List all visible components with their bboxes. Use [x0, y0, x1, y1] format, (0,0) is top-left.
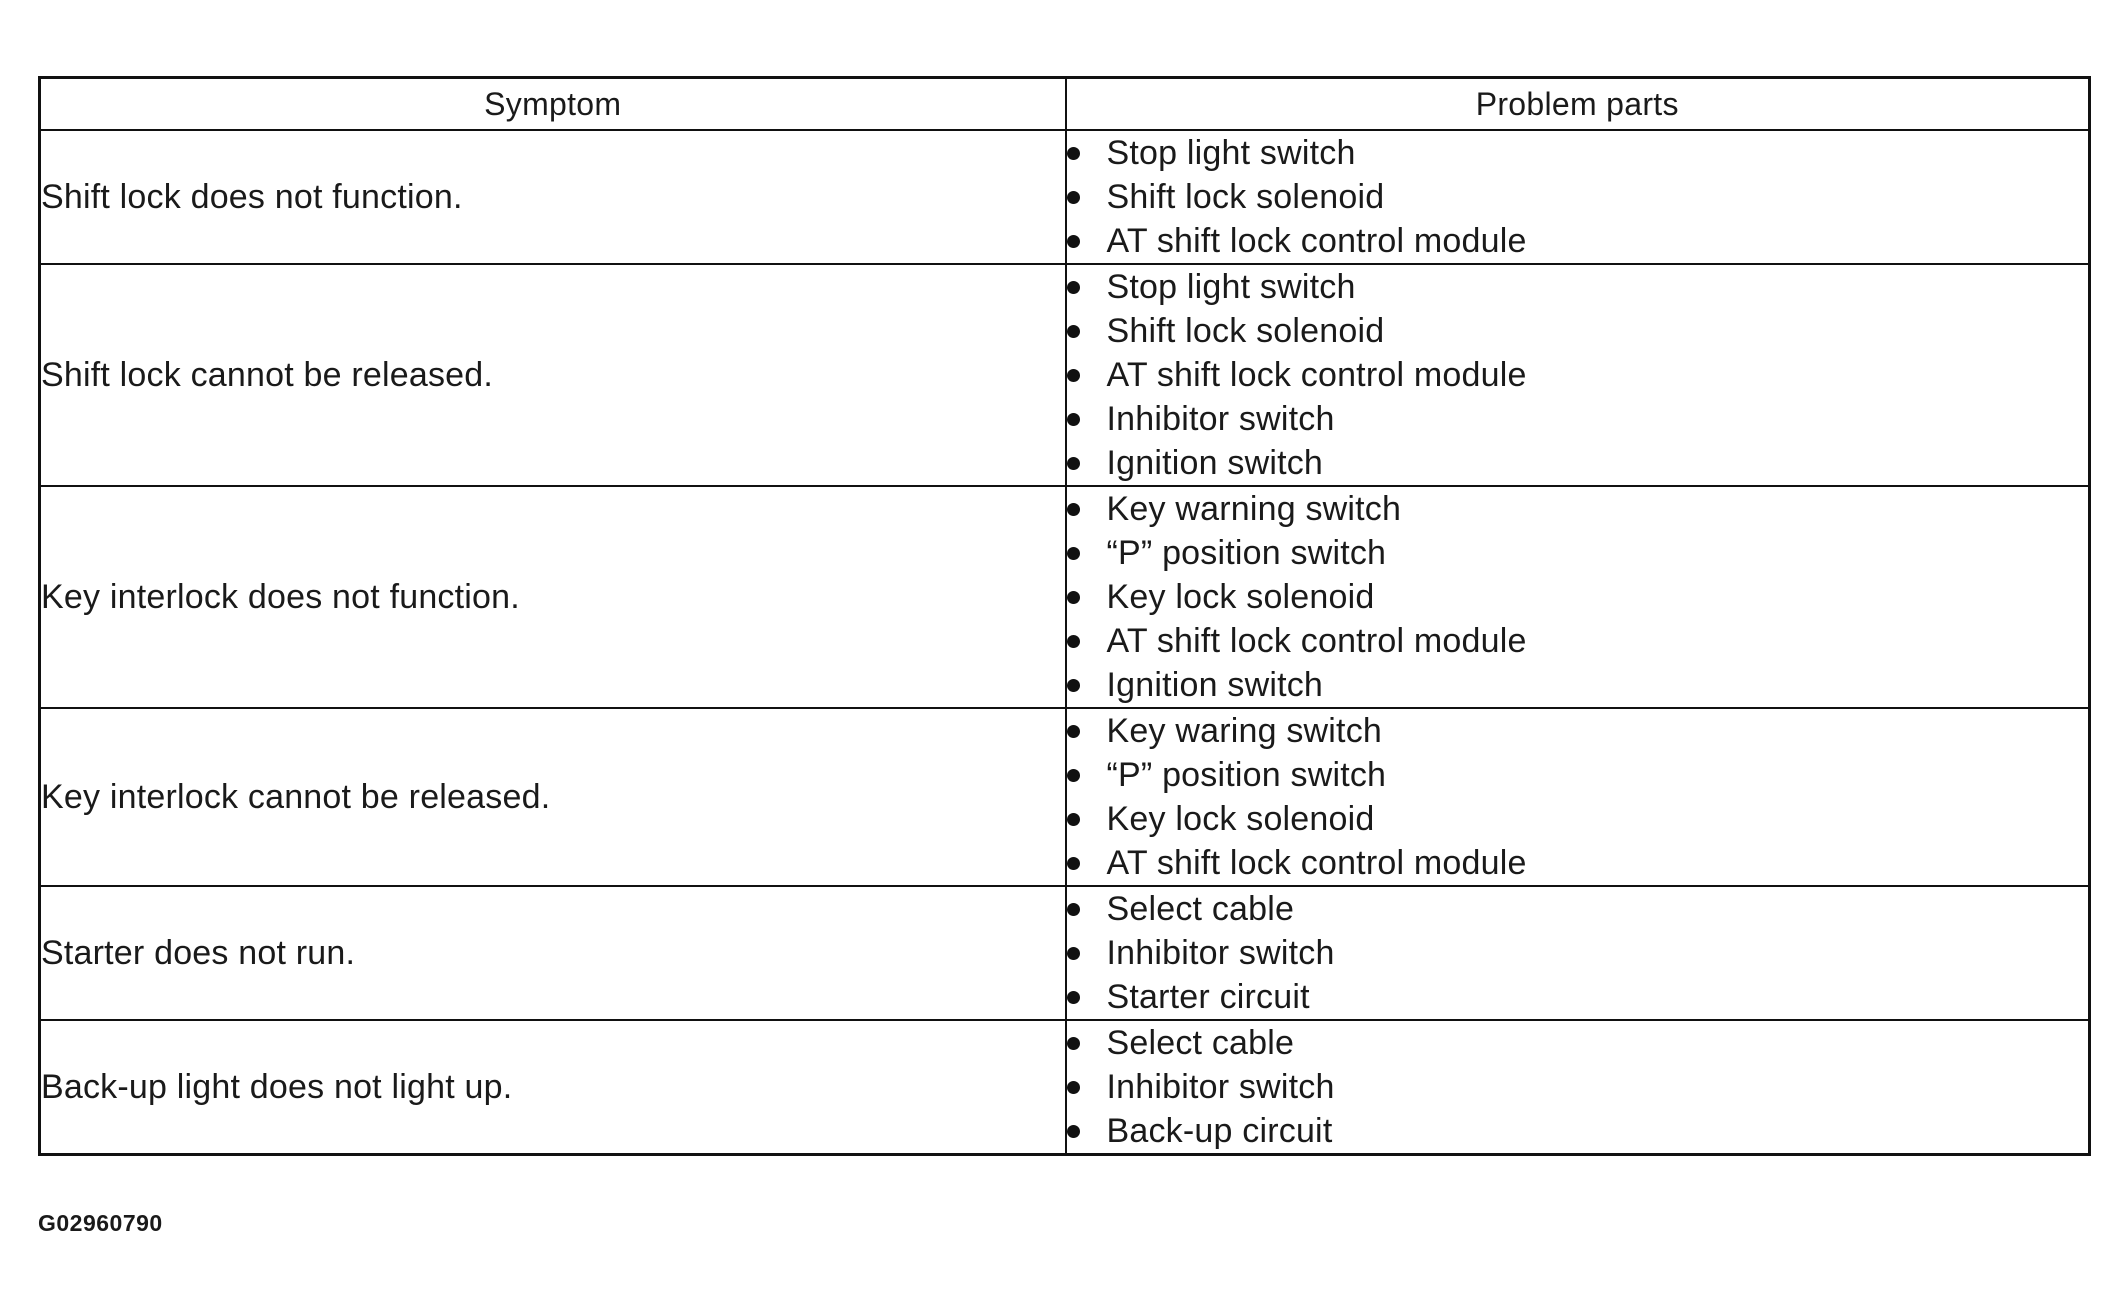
part-label: Inhibitor switch	[1106, 1068, 1335, 1106]
bullet-icon	[1067, 947, 1080, 960]
part-label: Ignition switch	[1106, 444, 1324, 482]
bullet-icon	[1067, 1037, 1080, 1050]
list-item	[1067, 265, 2089, 309]
list-item	[1067, 709, 2089, 753]
bullet-icon	[1067, 1081, 1080, 1094]
bullet-icon	[1067, 991, 1080, 1004]
bullet-icon	[1067, 413, 1080, 426]
part-label: Shift lock solenoid	[1106, 312, 1385, 350]
part-label: AT shift lock control module	[1106, 844, 1527, 882]
table-row	[40, 264, 2090, 486]
list-item	[1067, 931, 2089, 975]
list-item	[1067, 175, 2089, 219]
problem-parts-cell	[1066, 1020, 2090, 1155]
part-label: Key warning switch	[1106, 490, 1402, 528]
part-label: Key lock solenoid	[1106, 578, 1375, 616]
list-item	[1067, 753, 2089, 797]
problem-parts-list	[1067, 887, 2089, 1019]
list-item	[1067, 975, 2089, 1019]
table-row	[40, 1020, 2090, 1155]
bullet-icon	[1067, 857, 1080, 870]
list-item	[1067, 441, 2089, 485]
bullet-icon	[1067, 191, 1080, 204]
part-label: Select cable	[1106, 890, 1295, 928]
list-item	[1067, 1021, 2089, 1065]
figure-id: G02960790	[38, 1210, 163, 1236]
problem-parts-cell	[1066, 130, 2090, 264]
symptom-cell: Shift lock does not function.	[40, 130, 1066, 264]
list-item	[1067, 619, 2089, 663]
part-label: Stop light switch	[1106, 134, 1356, 172]
bullet-icon	[1067, 503, 1080, 516]
symptom-cell: Shift lock cannot be released.	[40, 264, 1066, 486]
part-label: Key lock solenoid	[1106, 800, 1375, 838]
part-label: “P” position switch	[1106, 756, 1387, 794]
bullet-icon	[1067, 679, 1080, 692]
part-label: Back-up circuit	[1106, 1112, 1333, 1150]
problem-parts-cell	[1066, 886, 2090, 1020]
bullet-icon	[1067, 235, 1080, 248]
list-item	[1067, 353, 2089, 397]
part-label: AT shift lock control module	[1106, 222, 1527, 260]
header-row	[40, 78, 2090, 131]
problem-parts-cell	[1066, 486, 2090, 708]
bullet-icon	[1067, 813, 1080, 826]
problem-parts-cell	[1066, 264, 2090, 486]
bullet-icon	[1067, 769, 1080, 782]
list-item	[1067, 841, 2089, 885]
part-label: AT shift lock control module	[1106, 356, 1527, 394]
symptom-cell: Key interlock does not function.	[40, 486, 1066, 708]
bullet-icon	[1067, 369, 1080, 382]
part-label: “P” position switch	[1106, 534, 1387, 572]
list-item	[1067, 575, 2089, 619]
bullet-icon	[1067, 325, 1080, 338]
part-label: Inhibitor switch	[1106, 934, 1335, 972]
symptom-cell: Back-up light does not light up.	[40, 1020, 1066, 1155]
problem-parts-list	[1067, 265, 2089, 485]
table-row	[40, 130, 2090, 264]
table-row	[40, 708, 2090, 886]
symptom-problem-parts-table	[38, 76, 2091, 1156]
part-label: Stop light switch	[1106, 268, 1356, 306]
part-label: AT shift lock control module	[1106, 622, 1527, 660]
list-item	[1067, 219, 2089, 263]
bullet-icon	[1067, 457, 1080, 470]
list-item	[1067, 797, 2089, 841]
bullet-icon	[1067, 635, 1080, 648]
part-label: Key waring switch	[1106, 712, 1382, 750]
part-label: Shift lock solenoid	[1106, 178, 1385, 216]
list-item	[1067, 397, 2089, 441]
problem-parts-column-header: Problem parts	[1066, 78, 2090, 131]
list-item	[1067, 1065, 2089, 1109]
problem-parts-list	[1067, 131, 2089, 263]
table-row	[40, 486, 2090, 708]
bullet-icon	[1067, 281, 1080, 294]
part-label: Inhibitor switch	[1106, 400, 1335, 438]
part-label: Ignition switch	[1106, 666, 1324, 704]
list-item	[1067, 487, 2089, 531]
bullet-icon	[1067, 591, 1080, 604]
bullet-icon	[1067, 903, 1080, 916]
bullet-icon	[1067, 1125, 1080, 1138]
bullet-icon	[1067, 547, 1080, 560]
list-item	[1067, 531, 2089, 575]
list-item	[1067, 1109, 2089, 1153]
problem-parts-list	[1067, 1021, 2089, 1153]
problem-parts-list	[1067, 709, 2089, 885]
part-label: Select cable	[1106, 1024, 1295, 1062]
bullet-icon	[1067, 725, 1080, 738]
list-item	[1067, 887, 2089, 931]
symptom-cell: Key interlock cannot be released.	[40, 708, 1066, 886]
symptom-column-header: Symptom	[40, 78, 1066, 131]
list-item	[1067, 663, 2089, 707]
problem-parts-list	[1067, 487, 2089, 707]
part-label: Starter circuit	[1106, 978, 1310, 1016]
table-row	[40, 886, 2090, 1020]
problem-parts-cell	[1066, 708, 2090, 886]
list-item	[1067, 309, 2089, 353]
symptom-cell: Starter does not run.	[40, 886, 1066, 1020]
list-item	[1067, 131, 2089, 175]
bullet-icon	[1067, 147, 1080, 160]
diagnosis-table-container	[38, 76, 2088, 1156]
